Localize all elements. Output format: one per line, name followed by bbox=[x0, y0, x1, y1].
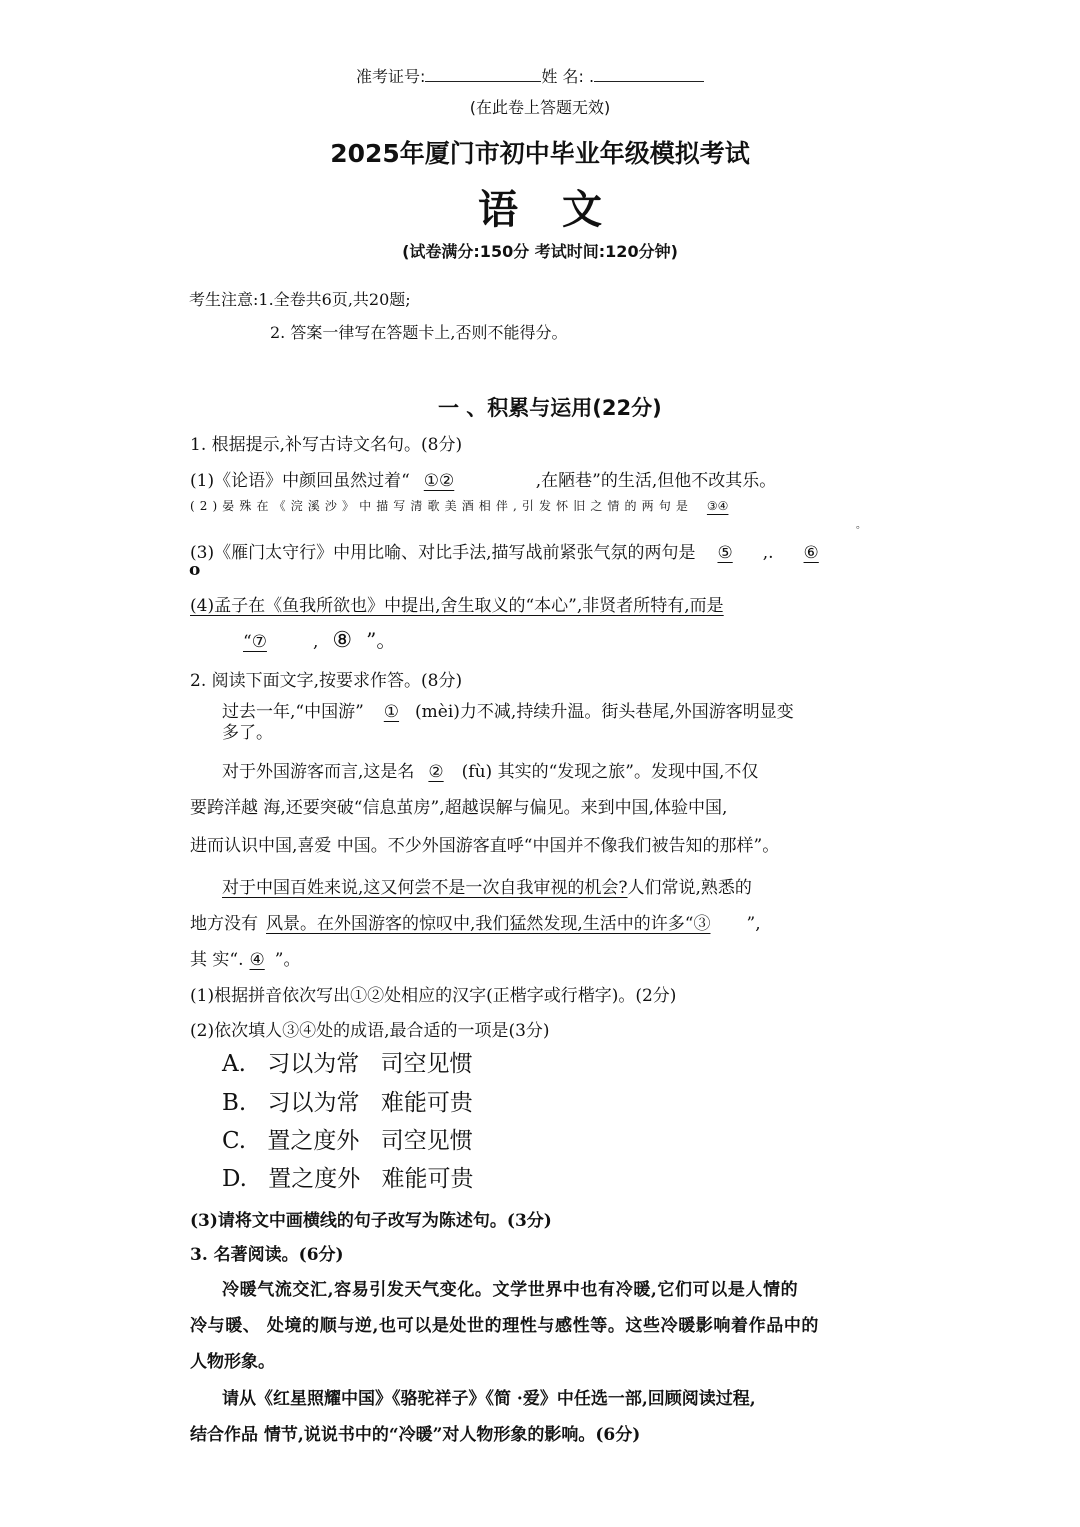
exam-id-label: 准考证号: bbox=[356, 67, 426, 86]
q1-stem: 1. 根据提示,补写古诗文名句。(8分) bbox=[190, 435, 463, 455]
q1-s4-line1: (4)孟子在《鱼我所欲也》中提出,舍生取义的“本心”,非贤者所特有,而是 bbox=[190, 596, 724, 616]
name-blank bbox=[594, 65, 704, 82]
q2-option-d: D. 置之度外 难能可贵 bbox=[222, 1166, 474, 1192]
q2-p3-line2-pre: 地方没有 bbox=[190, 914, 258, 934]
q2-p1-pre: 过去一年,“中国游” bbox=[222, 702, 364, 722]
q2-p3-underlined: 对于中国百姓来说,这又何尝不是一次自我审视的机会? bbox=[222, 878, 628, 898]
q3-p1-line3: 人物形象。 bbox=[190, 1352, 275, 1372]
q3-p2-line1: 请从《红星照耀中国》《骆驼祥子》《简 ·爱》中任选一部,回顾阅读过程, bbox=[222, 1389, 756, 1409]
q1-s3 bbox=[190, 538, 819, 563]
q1-s1-mark: ①② bbox=[423, 471, 455, 491]
q2-sub2: (2)依次填人③④处的成语,最合适的一项是(3分) bbox=[190, 1021, 550, 1041]
q2-p2-line3: 进而认识中国,喜爱 中国。不少外国游客直呼“中国并不像我们被告知的那样”。 bbox=[190, 836, 780, 856]
q2-option-a: A. 习以为常 司空见惯 bbox=[222, 1051, 473, 1077]
q2-p2-pre: 对于外国游客而言,这是名 bbox=[222, 762, 415, 782]
exam-title: 2025年厦门市初中毕业年级模拟考试 bbox=[330, 139, 750, 168]
q1-s4-close: ”。 bbox=[366, 628, 397, 652]
q2-p3-line3-post: ”。 bbox=[274, 950, 301, 970]
q1-s4-mark-8: ⑧ bbox=[332, 628, 353, 653]
q1-s3-sep: ,. bbox=[762, 543, 774, 563]
exam-id-row bbox=[356, 64, 704, 87]
q2-p3-post: 人们常说,熟悉的 bbox=[627, 878, 752, 898]
q1-s1 bbox=[190, 466, 776, 491]
q2-p1-line2: 多了。 bbox=[222, 723, 273, 743]
q2-p1-line1 bbox=[222, 697, 794, 722]
q2-p2-line1 bbox=[222, 757, 758, 782]
exam-id-blank bbox=[425, 65, 541, 82]
q2-option-c: C. 置之度外 司空见惯 bbox=[222, 1128, 473, 1154]
q3-stem: 3. 名著阅读。(6分) bbox=[190, 1245, 344, 1265]
q2-p3-line3 bbox=[190, 945, 300, 970]
q2-p3-line2-underlined: 风景。在外国游客的惊叹中,我们猛然发现,生活中的许多“③ bbox=[266, 914, 711, 934]
name-label: 姓 名: . bbox=[541, 67, 595, 86]
q1-s4-comma: , bbox=[313, 632, 319, 652]
q2-option-b: B. 习以为常 难能可贵 bbox=[222, 1090, 473, 1116]
q2-p3-line3-pre: 其 实“. bbox=[190, 950, 244, 970]
q2-p3-line2-post: ”, bbox=[746, 914, 761, 934]
q2-stem: 2. 阅读下面文字,按要求作答。(8分) bbox=[190, 671, 463, 691]
q2-sub3: (3)请将文中画横线的句子改写为陈述句。(3分) bbox=[190, 1211, 552, 1231]
instruction-line-1: 考生注意:1.全卷共6页,共20题; bbox=[189, 290, 411, 309]
q2-p2-post: (fù) 其实的“发现之旅”。发现中国,不仅 bbox=[461, 762, 759, 782]
q3-p1-line2: 冷与暖、 处境的顺与逆,也可以是处世的理性与感性等。这些冷暖影响着作品中的 bbox=[190, 1316, 820, 1336]
q2-p1-post: (mèi)力不减,持续升温。街头巷尾,外国游客明显变 bbox=[415, 702, 794, 722]
instruction-line-2: 2. 答案一律写在答题卡上,否则不能得分。 bbox=[270, 323, 568, 342]
q1-s2-dot: 。 bbox=[856, 520, 866, 531]
q3-p2-line2: 结合作品 情节,说说书中的“冷暖”对人物形象的影响。(6分) bbox=[190, 1425, 641, 1445]
q1-s2-text: (2)晏殊在《浣溪沙》中描写清歌美酒相伴,引发怀旧之情的两句是 bbox=[190, 499, 693, 513]
q1-s4-line2 bbox=[243, 624, 396, 653]
q2-p2-mark: ② bbox=[428, 762, 444, 782]
q2-p2-line2: 要跨洋越 海,还要突破“信息茧房”,超越误解与偏见。来到中国,体验中国, bbox=[190, 798, 728, 818]
q2-sub1: (1)根据拼音依次写出①②处相应的汉字(正楷字或行楷字)。(2分) bbox=[190, 986, 677, 1006]
q2-p3-line1 bbox=[222, 873, 752, 898]
q1-s3-mark-6: ⑥ bbox=[803, 543, 819, 563]
q1-s3-end: o bbox=[189, 560, 201, 580]
q1-s2-mark: ③④ bbox=[706, 499, 729, 513]
q1-s2 bbox=[190, 497, 728, 514]
q2-p3-line3-mark: ④ bbox=[249, 950, 265, 970]
notice: (在此卷上答题无效) bbox=[469, 98, 611, 117]
q3-p1-line1: 冷暖气流交汇,容易引发天气变化。文学世界中也有冷暖,它们可以是人情的 bbox=[222, 1280, 799, 1300]
subject-title: 语 文 bbox=[478, 187, 602, 233]
q1-s1-pre: (1)《论语》中颜回虽然过着“ bbox=[190, 471, 410, 491]
q1-s3-text: (3)《雁门太守行》中用比喻、对比手法,描写战前紧张气氛的两句是 bbox=[190, 543, 696, 563]
q2-p1-mark: ① bbox=[383, 702, 400, 722]
q2-p3-line2 bbox=[190, 909, 761, 934]
exam-info: (试卷满分:150分 考试时间:120分钟) bbox=[402, 242, 678, 261]
q1-s4-open: “⑦ bbox=[243, 632, 267, 652]
q1-s3-mark-5: ⑤ bbox=[717, 543, 733, 563]
q1-s1-post: ,在陋巷”的生活,但他不改其乐。 bbox=[535, 471, 777, 491]
section-1-title: 一 、积累与运用(22分) bbox=[438, 396, 662, 420]
